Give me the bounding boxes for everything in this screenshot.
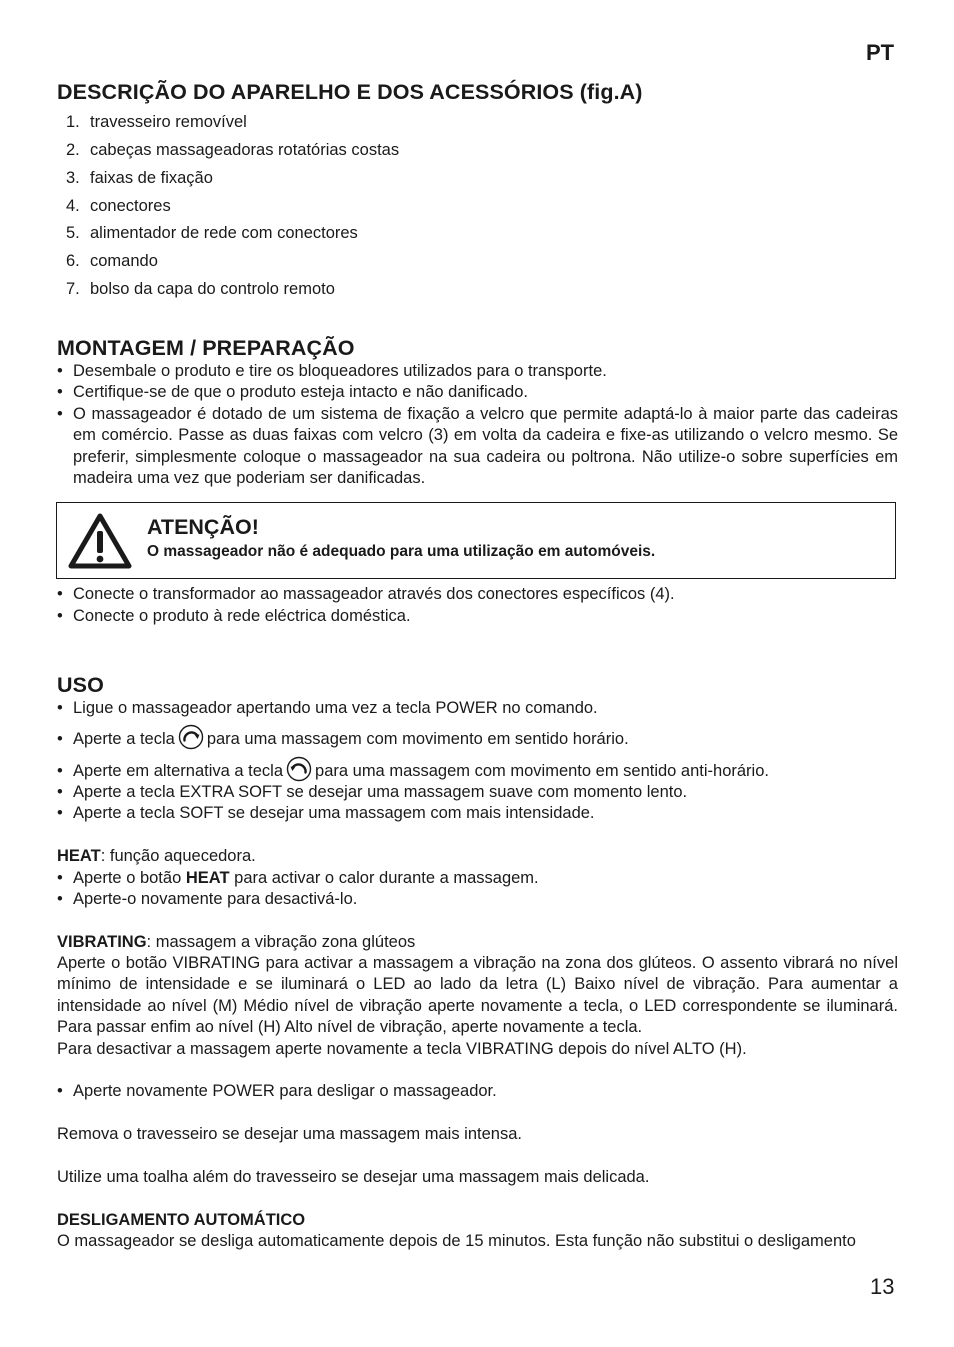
counterclockwise-rotation-icon [286,756,312,782]
bullet-item: • Desembale o produto e tire os bloqueadores utilizados para o transporte. [57,362,607,380]
auto-off-title: DESLIGAMENTO AUTOMÁTICO [57,1211,306,1229]
auto-off-text: O massageador se desliga automaticamente depois de 15 minutos. Esta função não substitui o desligamento [57,1232,856,1250]
section-title-usage: USO [57,673,104,697]
warning-box [56,502,896,579]
bullet-item: • Aperte a tecla EXTRA SOFT se desejar uma massagem suave com momento lento. [57,783,688,801]
bullet-item: • Conecte o transformador ao massageador através dos conectores específicos (4). [57,585,675,603]
list-item: 5. alimentador de rede com conectores [66,224,358,242]
list-item: 6. comando [66,252,158,270]
towel-text: Utilize uma toalha além do travesseiro se desejar uma massagem mais delicada. [57,1168,650,1186]
list-item: 2. cabeças massageadoras rotatórias costas [66,141,400,159]
bullet-item: • Aperte a tecla para uma massagem com movimento em sentido horário. [57,729,898,750]
vibrating-heading: VIBRATING: massagem a vibração zona glúteos [57,933,416,951]
page-number: 13 [870,1274,895,1299]
warning-title: ATENÇÃO! [147,515,259,539]
list-item: 1. travesseiro removível [66,113,247,131]
remove-pillow-text: Remova o travesseiro se desejar uma massagem mais intensa. [57,1125,522,1143]
warning-message: O massageador não é adequado para uma utilização em automóveis. [147,543,656,560]
list-item: 4. conectores [66,197,171,215]
bullet-item: • Ligue o massageador apertando uma vez a tecla POWER no comando. [57,699,598,717]
heat-heading: HEAT: função aquecedora. [57,847,256,865]
clockwise-rotation-icon [178,724,204,750]
list-item: 7. bolso da capa do controlo remoto [66,280,335,298]
bullet-item: • Aperte em alternativa a tecla para uma massagem com movimento em sentido anti-horário. [57,761,898,782]
section-title-description: DESCRIÇÃO DO APARELHO E DOS ACESSÓRIOS (fig.A) [57,80,643,104]
bullet-item: • Aperte-o novamente para desactivá-lo. [57,890,358,908]
vibrating-paragraph: Aperte o botão VIBRATING para activar a massagem a vibração na zona dos glúteos. O assento vibrará no nível mínimo de intensidade e se iluminará o LED ao lado da letra (L) Baixo nível de vibração. Para aumentar a intensidade ao nível (M) Médio nível de vibração aperte novamente a tecla, o LED correspondente se iluminará. Para passar enfim ao nível (H) Alto nível de vibração, aperte novamente a tecla. [57,954,898,1037]
language-code: PT [866,40,895,65]
list-item: 3. faixas de fixação [66,169,213,187]
bullet-item: • Certifique-se de que o produto esteja intacto e não danificado. [57,383,528,401]
bullet-item: • Aperte o botão HEAT para activar o calor durante a massagem. [57,869,539,887]
section-title-assembly: MONTAGEM / PREPARAÇÃO [57,336,355,360]
bullet-item: • O massageador é dotado de um sistema de fixação a velcro que permite adaptá-lo à maior parte das cadeiras em comércio. Passe as duas faixas com velcro (3) em volta da cadeira e fixe-as utilizando o velcro mesmo. Se preferir, simplesmente coloque o massageador na sua cadeira ou poltrona. Não utilize-o sobre superfícies em madeira uma vez que poderiam ser danificadas. [57,405,898,488]
bullet-item: • Conecte o produto à rede eléctrica doméstica. [57,607,411,625]
vibrating-off-text: Para desactivar a massagem aperte novamente a tecla VIBRATING depois do nível ALTO (H). [57,1040,747,1058]
warning-triangle-icon [67,512,133,570]
bullet-item: • Aperte a tecla SOFT se desejar uma massagem com mais intensidade. [57,804,595,822]
bullet-item: • Aperte novamente POWER para desligar o massageador. [57,1082,497,1100]
